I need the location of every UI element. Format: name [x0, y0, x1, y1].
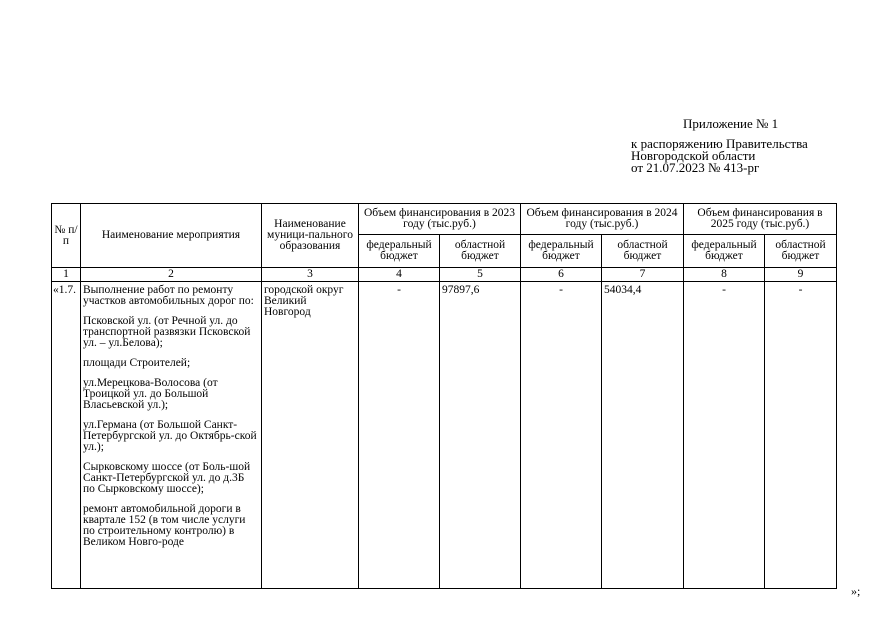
col-number: 6	[521, 268, 602, 282]
regional-2024-value: 54034,4	[602, 282, 684, 589]
event-item: Выполнение работ по ремонту участков автомобильных дорог по:	[83, 284, 254, 307]
event-item: Сырковскому шоссе (от Боль-шой Санкт-Петербургской ул. до д.3Б по Сырковскому шоссе);	[83, 461, 251, 495]
row-number: «1.7.	[52, 282, 81, 589]
appendix-line-1: к распоряжению Правительства	[631, 136, 808, 151]
regional-2025-value: -	[765, 282, 837, 589]
funding-table	[51, 203, 837, 589]
appendix-line-2: Новгородской области	[631, 148, 756, 163]
header-federal-2024: федеральный бюджет	[521, 235, 602, 268]
header-regional-2025: областной бюджет	[765, 235, 837, 268]
header-municipality: Наименование муници-пального образования	[262, 204, 359, 268]
header-federal-2025: федеральный бюджет	[684, 235, 765, 268]
event-item: площади Строителей;	[83, 357, 191, 369]
appendix-title: Приложение № 1	[683, 116, 779, 131]
header-2024: Объем финансирования в 2024 году (тыс.руб.)	[521, 204, 684, 235]
header-federal-2023: федеральный бюджет	[359, 235, 440, 268]
appendix-header	[631, 118, 808, 174]
event-item: ремонт автомобильной дороги в квартале 152 (в том числе услуги по строительному контролю) в Великом Новго-роде	[83, 503, 246, 548]
header-regional-2024: областной бюджет	[602, 235, 684, 268]
municipality-name: городской округ Великий Новгород	[262, 282, 359, 589]
event-item: Псковской ул. (от Речной ул. до транспортной развязки Псковской ул. – ул.Белова);	[83, 315, 251, 349]
event-item: ул.Мерецкова-Волосова (от Троицкой ул. до Большой Власьевской ул.);	[83, 377, 218, 411]
col-number: 8	[684, 268, 765, 282]
header-2025: Объем финансирования в 2025 году (тыс.руб.)	[684, 204, 837, 235]
col-number: 2	[81, 268, 262, 282]
header-2023: Объем финансирования в 2023 году (тыс.руб.)	[359, 204, 521, 235]
col-number: 1	[52, 268, 81, 282]
closing-quote: »;	[851, 584, 861, 598]
header-event: Наименование мероприятия	[81, 204, 262, 268]
federal-2023-value: -	[359, 282, 440, 589]
federal-2024-value: -	[521, 282, 602, 589]
col-number: 4	[359, 268, 440, 282]
col-number: 9	[765, 268, 837, 282]
header-regional-2023: областной бюджет	[440, 235, 521, 268]
appendix-line-3: от 21.07.2023 № 413-рг	[631, 160, 760, 175]
col-number: 3	[262, 268, 359, 282]
table-row	[52, 282, 837, 589]
federal-2025-value: -	[684, 282, 765, 589]
event-item: ул.Германа (от Большой Санкт-Петербургской ул. до Октябрь-ской ул.);	[83, 419, 257, 453]
header-num: № п/п	[52, 204, 81, 268]
regional-2023-value: 97897,6	[440, 282, 521, 589]
col-number: 7	[602, 268, 684, 282]
event-description	[81, 282, 262, 589]
col-number: 5	[440, 268, 521, 282]
